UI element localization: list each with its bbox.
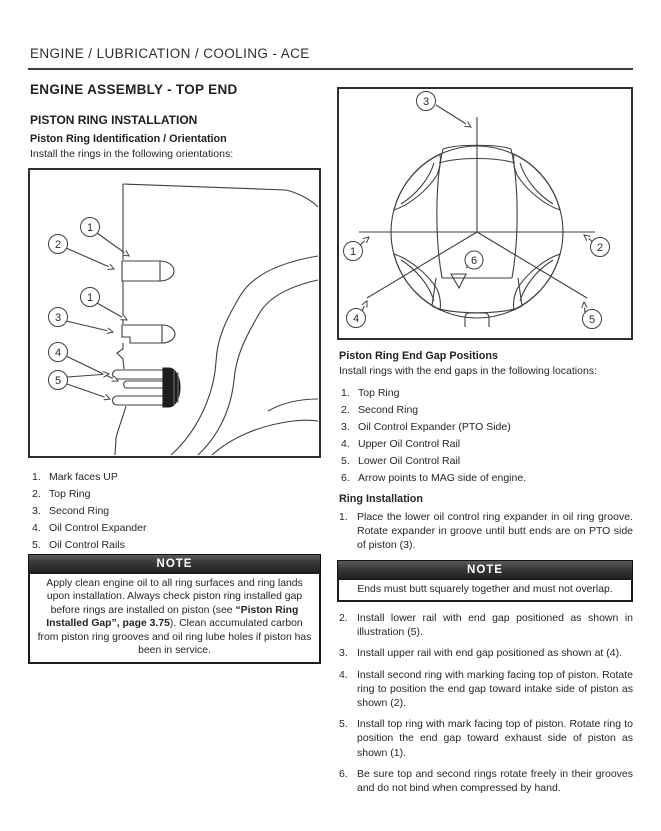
svg-text:1: 1	[349, 246, 357, 258]
svg-text:5: 5	[54, 375, 62, 387]
note-box-oil	[28, 554, 321, 664]
legend-item: 5. Lower Oil Control Rail	[341, 455, 461, 467]
ring-orientation-drawing	[30, 170, 319, 456]
end-gap-intro: Install rings with the end gaps in the following locations:	[339, 365, 597, 377]
callout-3	[49, 308, 68, 327]
legend-item: 1. Mark faces UP	[32, 471, 118, 483]
page-title: ENGINE ASSEMBLY - TOP END	[30, 82, 238, 97]
legend-item: 2. Second Ring	[341, 404, 419, 416]
svg-text:5: 5	[588, 314, 596, 326]
legend-item: 3. Oil Control Expander (PTO Side)	[341, 421, 511, 433]
callout-1-mid	[81, 288, 100, 307]
note-text-post: ). Clean accumulated carbon from piston ring grooves and oil ring lube holes if piston has been in service.	[37, 618, 312, 657]
install-step-3: 3. Install upper rail with end gap positioned as shown at (4).	[339, 647, 622, 660]
end-gap-legend	[337, 385, 633, 487]
install-step-6: 6. Be sure top and second rings rotate freely in their grooves and do not bind when compressed by hand.	[339, 767, 633, 795]
orientation-intro: Install the rings in the following orientations:	[30, 148, 234, 160]
legend-item: 2. Top Ring	[32, 488, 91, 500]
svg-text:2: 2	[596, 242, 604, 254]
svg-text:2: 2	[54, 239, 62, 251]
subsection-title: PISTON RING INSTALLATION	[30, 113, 198, 127]
legend-item: 4. Oil Control Expander	[32, 522, 147, 534]
callout-6	[465, 251, 483, 269]
install-step-4: 4. Install second ring with marking facing top of piston. Rotate ring to position the end gap toward intake side of piston as shown (2).	[339, 668, 633, 710]
legend-item: 5. Oil Control Rails	[32, 539, 125, 551]
end-gap-figure	[337, 87, 633, 340]
ring-installation-heading: Ring Installation	[339, 493, 423, 505]
callout-5	[49, 371, 68, 390]
note-box-butt-ends	[337, 560, 633, 602]
legend-item: 3. Second Ring	[32, 505, 110, 517]
note-text-pre: Apply clean engine oil to all ring surfaces and ring lands upon installation. Always check piston ring installed gap before rings are installed on piston (see	[46, 578, 303, 616]
svg-text:4: 4	[54, 347, 62, 359]
note-crossref: “Piston Ring Installed Gap”, page 3.75	[46, 604, 299, 630]
svg-text:3: 3	[54, 312, 62, 324]
note-header: NOTE	[337, 560, 633, 578]
install-step-1: 1. Place the lower oil control ring expander in oil ring groove. Rotate expander in groove until butt ends are on PTO side of piston (3).	[339, 511, 633, 552]
note-body: Ends must butt squarely together and must not overlap.	[337, 578, 633, 602]
svg-text:1: 1	[86, 222, 94, 234]
svg-text:4: 4	[352, 313, 360, 325]
callout-1	[344, 242, 363, 261]
ring-orientation-figure	[28, 168, 321, 458]
right-column	[337, 87, 633, 802]
svg-text:3: 3	[422, 96, 430, 108]
callout-2	[591, 238, 610, 257]
install-step-5: 5. Install top ring with mark facing top of piston. Rotate ring to position the end gap toward exhaust side of piston as shown (1).	[339, 718, 633, 759]
install-step-2: 2. Install lower rail with end gap positioned as shown in illustration (5).	[339, 612, 633, 639]
header-rule	[28, 68, 633, 70]
callout-2	[49, 235, 68, 254]
ring-orientation-legend	[28, 469, 321, 554]
end-gap-heading: Piston Ring End Gap Positions	[339, 350, 498, 362]
svg-text:6: 6	[470, 255, 478, 267]
running-header: ENGINE / LUBRICATION / COOLING - ACE	[30, 46, 310, 61]
svg-text:1: 1	[86, 292, 94, 304]
callout-1-top	[81, 218, 100, 237]
minor-title-orientation: Piston Ring Identification / Orientation	[30, 133, 227, 145]
legend-item: 6. Arrow points to MAG side of engine.	[341, 472, 527, 484]
piston-top-view-drawing	[359, 105, 595, 327]
note-header: NOTE	[28, 554, 321, 572]
piston-section-drawing	[66, 184, 318, 455]
legend-item: 1. Top Ring	[341, 387, 400, 399]
legend-item: 4. Upper Oil Control Rail	[341, 438, 461, 450]
callout-3	[417, 92, 436, 111]
end-gap-drawing	[339, 89, 631, 338]
left-figure-callouts	[49, 218, 100, 390]
note-body	[28, 572, 321, 664]
callout-5	[583, 310, 602, 329]
callout-4	[49, 343, 68, 362]
callout-4	[347, 309, 366, 328]
left-column	[28, 82, 321, 664]
